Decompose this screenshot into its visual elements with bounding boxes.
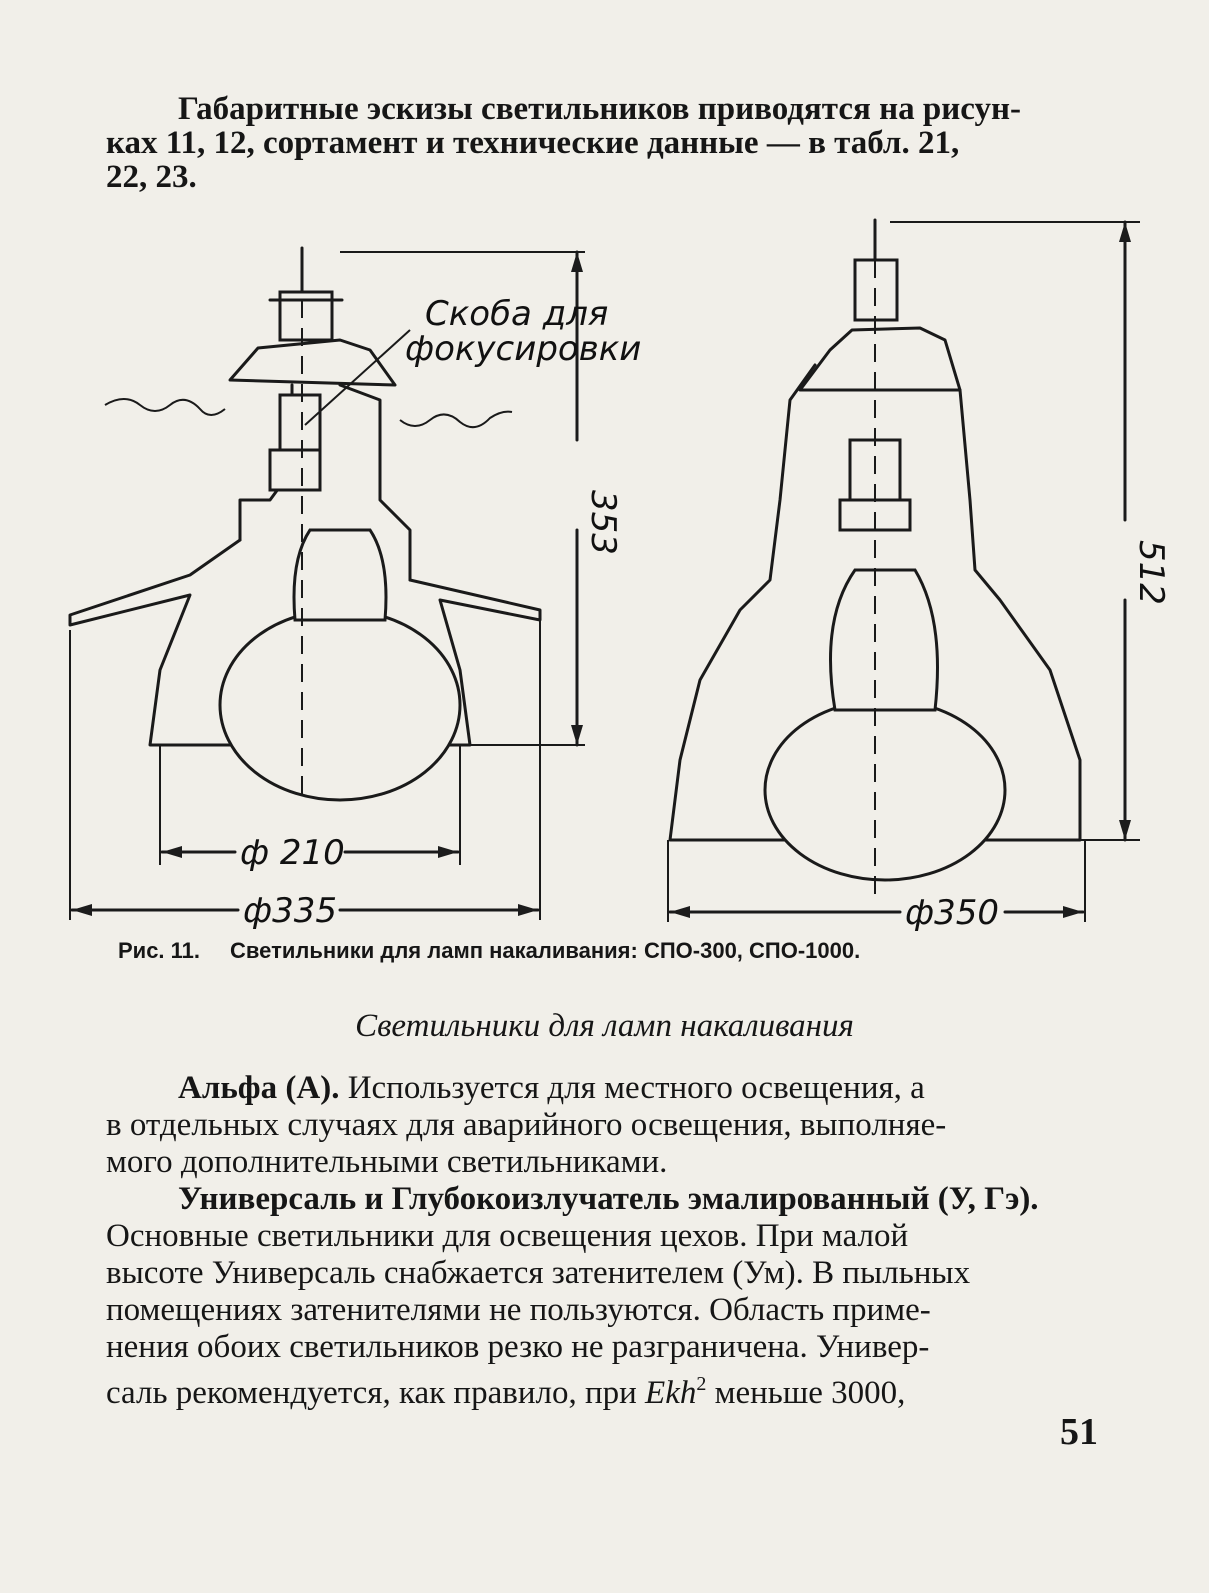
intro-line-1: Габаритные эскизы светильников приводятся на рисун- <box>178 91 1021 127</box>
alpha-term: Альфа (А). <box>178 1070 340 1106</box>
intro-line-2: ках 11, 12, сортамент и технические данные — в табл. 21, <box>106 125 960 161</box>
figure-caption <box>118 938 1118 964</box>
left-luminaire-drawing <box>70 248 641 931</box>
body-text <box>106 1070 1106 1412</box>
universal-term: Универсаль и Глубокоизлучатель эмалированный (У, Гэ). <box>178 1181 1039 1217</box>
universal-line-6: саль рекомендуется, как правило, при Ekh$^2$ меньше 3000, <box>106 1373 906 1411</box>
dimension-353: 353 <box>583 490 623 555</box>
right-luminaire-drawing <box>668 220 1171 933</box>
intro-line-3: 22, 23. <box>106 159 197 195</box>
dimension-335: ф335 <box>243 891 337 931</box>
dimension-350: ф350 <box>905 893 999 933</box>
figure-11-luminaires <box>40 200 1171 945</box>
universal-line-2: Основные светильники для освещения цехов. При малой <box>106 1218 909 1254</box>
alpha-line-3: мого дополнительными светильниками. <box>106 1144 668 1180</box>
dimension-512: 512 <box>1131 540 1171 605</box>
section-heading: Светильники для ламп накаливания <box>355 1008 854 1044</box>
alpha-line-2: в отдельных случаях для аварийного освещения, выполняе- <box>106 1107 947 1143</box>
intro-paragraph <box>106 92 1106 194</box>
dimension-210: ф 210 <box>240 833 345 873</box>
figure-caption-number: Рис. 11. <box>118 938 201 963</box>
figure-caption-text: Светильники для ламп накаливания: СПО-300, СПО-1000. <box>230 938 861 963</box>
universal-line-5: нения обоих светильников резко не разграничена. Универ- <box>106 1329 930 1365</box>
page-number: 51 <box>1060 1411 1098 1453</box>
callout-line-2: фокусировки <box>405 329 642 369</box>
universal-line-1 <box>106 1181 1106 1218</box>
alpha-line-1: Альфа (А). Используется для местного освещения, а <box>178 1070 925 1106</box>
luminaire-drawings <box>40 200 1171 945</box>
universal-line-3: высоте Универсаль снабжается затенителем (Ум). В пыльных <box>106 1255 971 1291</box>
universal-line-4: помещениях затенителями не пользуются. Область приме- <box>106 1292 931 1328</box>
callout-line-1: Скоба для <box>425 294 609 334</box>
